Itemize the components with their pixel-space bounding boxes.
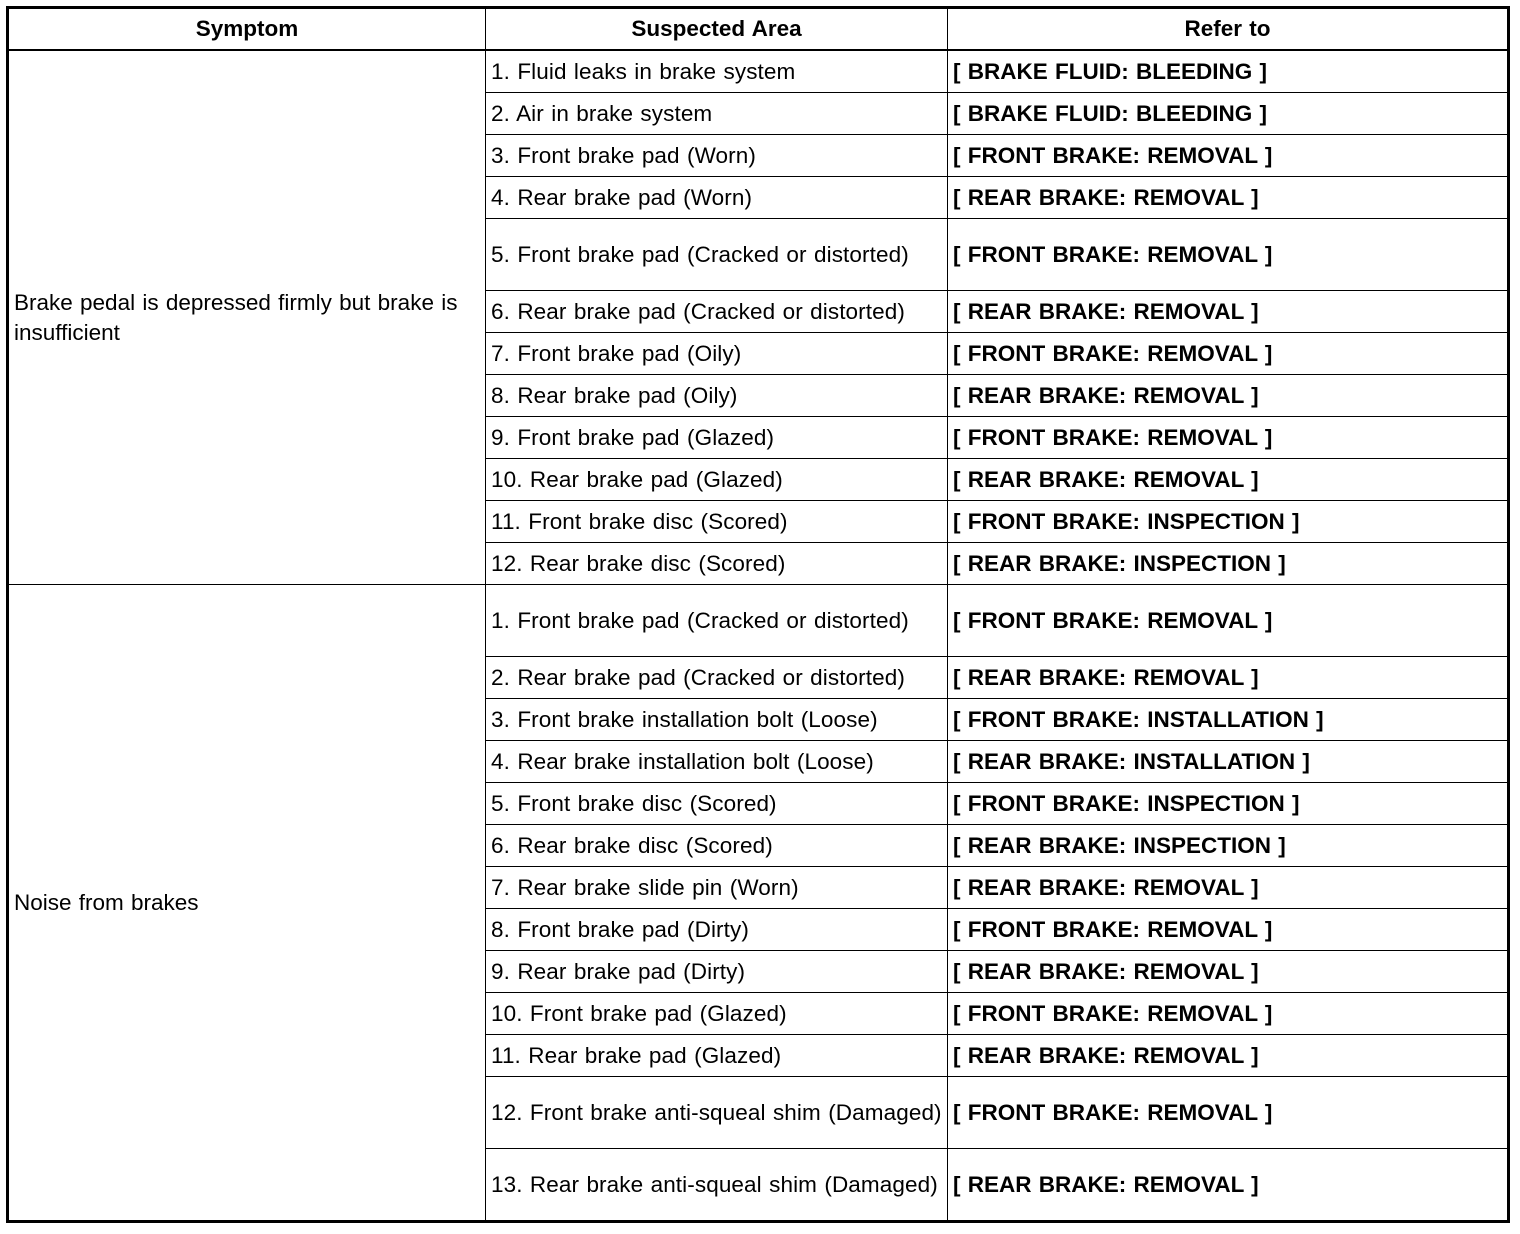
suspected-area-cell: 10. Rear brake pad (Glazed) xyxy=(486,459,948,501)
suspected-area-cell: 11. Rear brake pad (Glazed) xyxy=(486,1035,948,1077)
suspected-area-cell: 4. Rear brake pad (Worn) xyxy=(486,177,948,219)
refer-to-cell: [ REAR BRAKE: REMOVAL ] xyxy=(948,177,1509,219)
header-refer-to: Refer to xyxy=(948,8,1509,51)
refer-to-cell: [ FRONT BRAKE: INSPECTION ] xyxy=(948,783,1509,825)
refer-to-cell: [ FRONT BRAKE: REMOVAL ] xyxy=(948,219,1509,291)
refer-to-cell: [ FRONT BRAKE: REMOVAL ] xyxy=(948,993,1509,1035)
refer-to-cell: [ REAR BRAKE: REMOVAL ] xyxy=(948,375,1509,417)
suspected-area-cell: 2. Rear brake pad (Cracked or distorted) xyxy=(486,657,948,699)
refer-to-cell: [ REAR BRAKE: REMOVAL ] xyxy=(948,1035,1509,1077)
header-symptom: Symptom xyxy=(8,8,486,51)
refer-to-cell: [ REAR BRAKE: REMOVAL ] xyxy=(948,1149,1509,1222)
troubleshooting-table xyxy=(6,6,1510,1223)
suspected-area-cell: 9. Rear brake pad (Dirty) xyxy=(486,951,948,993)
suspected-area-cell: 12. Front brake anti-squeal shim (Damaged) xyxy=(486,1077,948,1149)
suspected-area-cell: 2. Air in brake system xyxy=(486,93,948,135)
suspected-area-cell: 8. Front brake pad (Dirty) xyxy=(486,909,948,951)
suspected-area-cell: 6. Rear brake pad (Cracked or distorted) xyxy=(486,291,948,333)
refer-to-cell: [ FRONT BRAKE: REMOVAL ] xyxy=(948,909,1509,951)
refer-to-cell: [ FRONT BRAKE: INSTALLATION ] xyxy=(948,699,1509,741)
refer-to-cell: [ REAR BRAKE: REMOVAL ] xyxy=(948,459,1509,501)
suspected-area-cell: 5. Front brake pad (Cracked or distorted) xyxy=(486,219,948,291)
suspected-area-cell: 10. Front brake pad (Glazed) xyxy=(486,993,948,1035)
suspected-area-cell: 7. Front brake pad (Oily) xyxy=(486,333,948,375)
header-suspected-area: Suspected Area xyxy=(486,8,948,51)
suspected-area-cell: 7. Rear brake slide pin (Worn) xyxy=(486,867,948,909)
refer-to-cell: [ REAR BRAKE: INSPECTION ] xyxy=(948,825,1509,867)
refer-to-cell: [ FRONT BRAKE: REMOVAL ] xyxy=(948,585,1509,657)
refer-to-cell: [ REAR BRAKE: REMOVAL ] xyxy=(948,657,1509,699)
table-row xyxy=(8,585,1509,657)
refer-to-cell: [ FRONT BRAKE: REMOVAL ] xyxy=(948,1077,1509,1149)
suspected-area-cell: 9. Front brake pad (Glazed) xyxy=(486,417,948,459)
suspected-area-cell: 8. Rear brake pad (Oily) xyxy=(486,375,948,417)
suspected-area-cell: 4. Rear brake installation bolt (Loose) xyxy=(486,741,948,783)
suspected-area-cell: 11. Front brake disc (Scored) xyxy=(486,501,948,543)
table-row xyxy=(8,50,1509,93)
suspected-area-cell: 3. Front brake pad (Worn) xyxy=(486,135,948,177)
refer-to-cell: [ REAR BRAKE: REMOVAL ] xyxy=(948,951,1509,993)
refer-to-cell: [ REAR BRAKE: INSTALLATION ] xyxy=(948,741,1509,783)
refer-to-cell: [ REAR BRAKE: REMOVAL ] xyxy=(948,867,1509,909)
suspected-area-cell: 1. Front brake pad (Cracked or distorted) xyxy=(486,585,948,657)
header-row xyxy=(8,8,1509,51)
suspected-area-cell: 3. Front brake installation bolt (Loose) xyxy=(486,699,948,741)
suspected-area-cell: 12. Rear brake disc (Scored) xyxy=(486,543,948,585)
refer-to-cell: [ REAR BRAKE: REMOVAL ] xyxy=(948,291,1509,333)
suspected-area-cell: 6. Rear brake disc (Scored) xyxy=(486,825,948,867)
suspected-area-cell: 5. Front brake disc (Scored) xyxy=(486,783,948,825)
refer-to-cell: [ FRONT BRAKE: REMOVAL ] xyxy=(948,333,1509,375)
refer-to-cell: [ BRAKE FLUID: BLEEDING ] xyxy=(948,93,1509,135)
suspected-area-cell: 13. Rear brake anti-squeal shim (Damaged) xyxy=(486,1149,948,1222)
refer-to-cell: [ BRAKE FLUID: BLEEDING ] xyxy=(948,50,1509,93)
refer-to-cell: [ FRONT BRAKE: INSPECTION ] xyxy=(948,501,1509,543)
refer-to-cell: [ FRONT BRAKE: REMOVAL ] xyxy=(948,417,1509,459)
symptom-cell: Brake pedal is depressed firmly but brake is insufficient xyxy=(8,50,486,585)
refer-to-cell: [ REAR BRAKE: INSPECTION ] xyxy=(948,543,1509,585)
refer-to-cell: [ FRONT BRAKE: REMOVAL ] xyxy=(948,135,1509,177)
symptom-cell: Noise from brakes xyxy=(8,585,486,1222)
suspected-area-cell: 1. Fluid leaks in brake system xyxy=(486,50,948,93)
